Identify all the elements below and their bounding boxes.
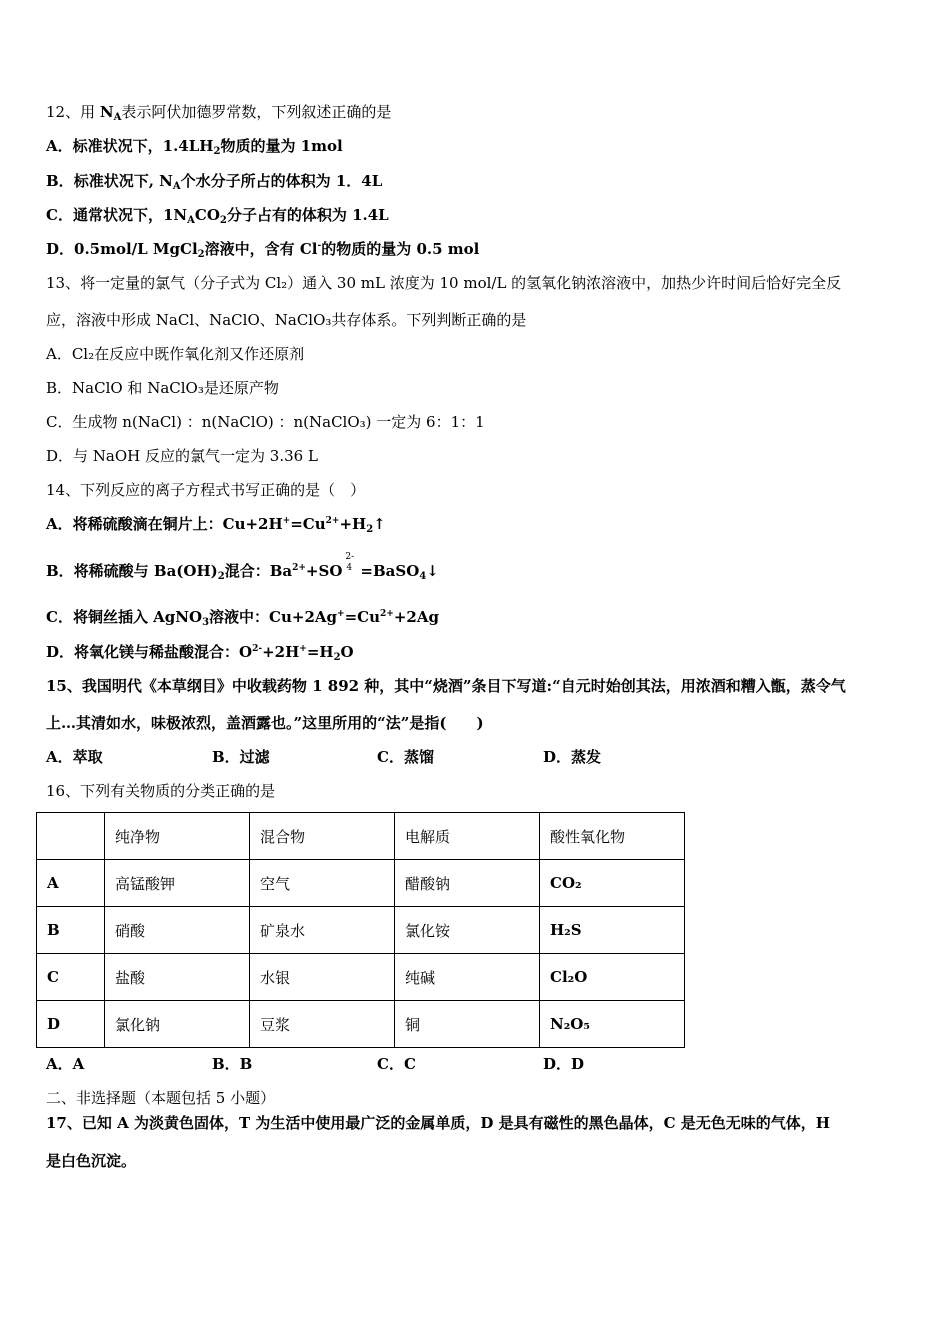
table-cell: CO₂: [540, 860, 685, 907]
q15-option-c[interactable]: C．蒸馏: [377, 748, 434, 766]
table-row: [37, 1001, 685, 1048]
table-cell-key: C: [37, 954, 105, 1001]
classification-table: [36, 812, 685, 1048]
table-cell: Cl₂O: [540, 954, 685, 1001]
table-cell: 水银: [250, 954, 395, 1001]
table-cell: 氯化铵: [395, 907, 540, 954]
table-header-cell: 酸性氧化物: [540, 813, 685, 860]
table-cell: 硝酸: [105, 907, 250, 954]
table-cell: H₂S: [540, 907, 685, 954]
table-header-cell: [37, 813, 105, 860]
table-header-cell: 混合物: [250, 813, 395, 860]
table-header-row: [37, 813, 685, 860]
q12-option-a[interactable]: A．标准状况下，$1.4LH_2$物质的量为 1mol: [46, 137, 343, 157]
table-cell: 豆浆: [250, 1001, 395, 1048]
q15-stem-line1: 15、我国明代《本草纲目》中收载药物 1 892 种，其中“烧酒”条目下写道:“自元时始创其法，用浓酒和糟入甑，蒸令气: [46, 677, 846, 695]
table-cell: 高锰酸钾: [105, 860, 250, 907]
table-cell: 醋酸钠: [395, 860, 540, 907]
q16-stem: 16、下列有关物质的分类正确的是: [46, 782, 276, 800]
q13-option-d[interactable]: D．与 NaOH 反应的氯气一定为 3.36 L: [46, 447, 318, 465]
q17-stem-line2: 是白色沉淀。: [46, 1152, 137, 1170]
table-header-cell: 纯净物: [105, 813, 250, 860]
q14-option-c[interactable]: C．将铜丝插入 AgNO$_3$溶液中：$Cu+2Ag^+=Cu^{2+}+2Ag$: [46, 608, 439, 628]
q14-stem: 14、下列反应的离子方程式书写正确的是（ ）: [46, 481, 366, 499]
table-cell: 空气: [250, 860, 395, 907]
sulfate-charge: 2-: [345, 552, 355, 562]
q15-option-a[interactable]: A．萃取: [46, 748, 103, 766]
q13-option-c[interactable]: C．生成物 n(NaCl) ：n(NaClO) ：n(NaClO₃) 一定为 6：1：1: [46, 413, 485, 431]
q12-stem: 12、用 $N_A$表示阿伏加德罗常数，下列叙述正确的是: [46, 103, 392, 123]
table-row: [37, 907, 685, 954]
q13-option-b[interactable]: B．NaClO 和 NaClO₃是还原产物: [46, 379, 279, 397]
table-cell-key: A: [37, 860, 105, 907]
section-heading: 二、非选择题（本题包括 5 小题）: [46, 1089, 276, 1107]
q14-option-a[interactable]: A．将稀硫酸滴在铜片上：$Cu+2H^+=Cu^{2+}+H_2↑$: [46, 515, 386, 535]
q12-option-c[interactable]: C．通常状况下，$1N_ACO_2$分子占有的体积为 1.4L: [46, 206, 389, 226]
q12-option-b[interactable]: B．标准状况下, $N_A$个水分子所占的体积为 1．4L: [46, 172, 383, 192]
q14-option-b[interactable]: B．将稀硫酸与 $Ba(OH)_2$混合：$Ba^{2+}+SO$ 2- 4 =BaSO$_4$↓: [46, 561, 439, 581]
q16-option-b[interactable]: B．B: [212, 1055, 253, 1073]
table-cell-key: B: [37, 907, 105, 954]
table-cell: 铜: [395, 1001, 540, 1048]
q16-option-c[interactable]: C．C: [377, 1055, 416, 1073]
table-cell-key: D: [37, 1001, 105, 1048]
q13-stem-line1: 13、将一定量的氯气（分子式为 Cl₂）通入 30 mL 浓度为 10 mol/L 的氢氧化钠浓溶液中，加热少许时间后恰好完全反: [46, 274, 842, 292]
sulfate-subscript: 4: [346, 563, 353, 573]
q16-option-d[interactable]: D．D: [543, 1055, 585, 1073]
q15-stem-line2: 上…其清如水，味极浓烈，盖酒露也。”这里所用的“法”是指( ): [46, 714, 484, 732]
table-cell: 纯碱: [395, 954, 540, 1001]
q17-stem-line1: 17、已知 A 为淡黄色固体，T 为生活中使用最广泛的金属单质，D 是具有磁性的黑色晶体，C 是无色无味的气体，H: [46, 1114, 830, 1132]
q14-option-d[interactable]: D．将氧化镁与稀盐酸混合：$O^{2-}+2H^+=H_2O$: [46, 643, 354, 663]
table-cell: 氯化钠: [105, 1001, 250, 1048]
q15-option-d[interactable]: D．蒸发: [543, 748, 602, 766]
q12-option-d[interactable]: D．0.5mol/L MgCl$_2$溶液中，含有 Cl-的物质的量为 0.5 mol: [46, 240, 480, 260]
table-cell: N₂O₅: [540, 1001, 685, 1048]
q15-option-b[interactable]: B．过滤: [212, 748, 270, 766]
q13-option-a[interactable]: A．Cl₂在反应中既作氧化剂又作还原剂: [46, 345, 305, 363]
table-row: [37, 860, 685, 907]
table-row: [37, 954, 685, 1001]
table-cell: 矿泉水: [250, 907, 395, 954]
table-header-cell: 电解质: [395, 813, 540, 860]
q16-option-a[interactable]: A．A: [46, 1055, 85, 1073]
table-cell: 盐酸: [105, 954, 250, 1001]
q13-stem-line2: 应，溶液中形成 NaCl、NaClO、NaClO₃共存体系。下列判断正确的是: [46, 311, 527, 329]
